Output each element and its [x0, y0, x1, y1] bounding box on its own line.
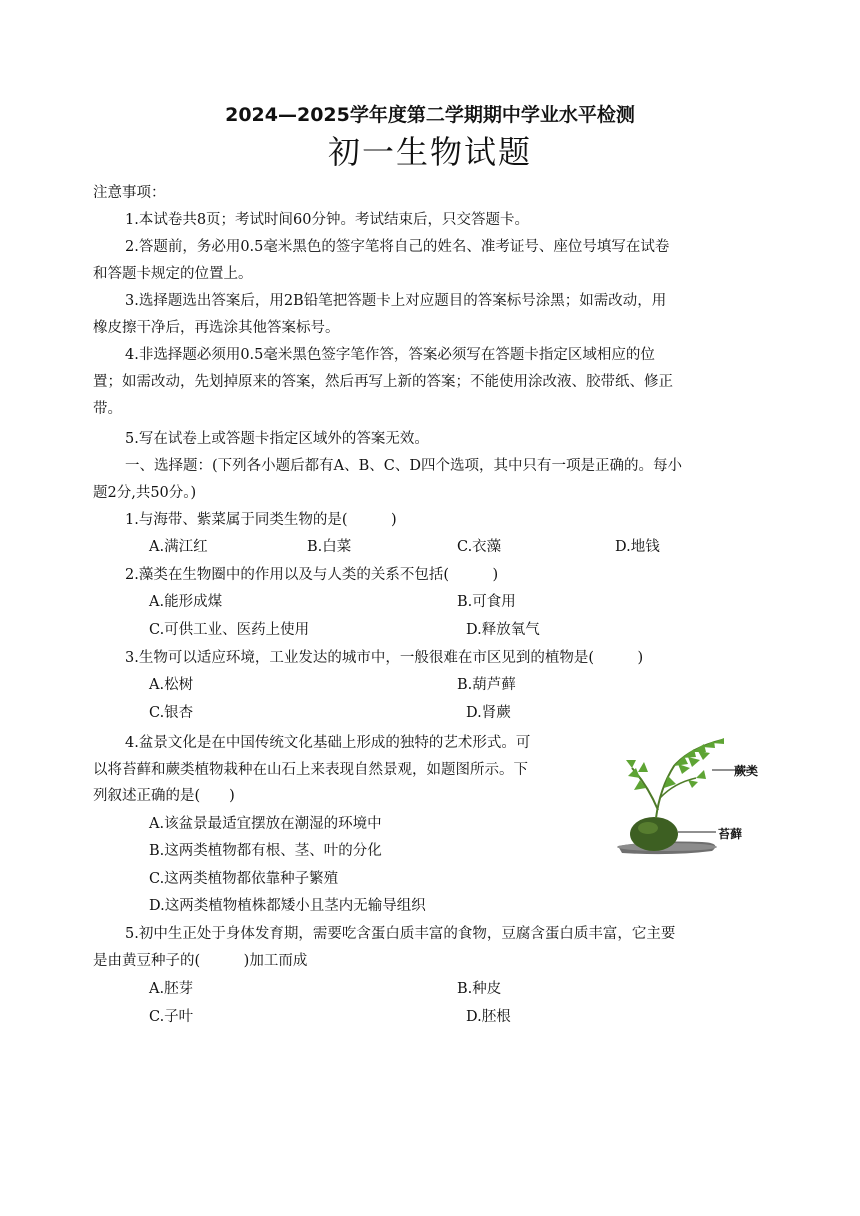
fern-moss-illustration	[612, 728, 768, 860]
question-5-option-d: D.胚根	[466, 1009, 511, 1025]
question-2-option-a: A.能形成煤	[149, 594, 223, 610]
notice-item-1: 1.本试卷共8页；考试时间60分钟。考试结束后，只交答题卡。	[125, 212, 530, 228]
moss-highlight	[638, 822, 658, 834]
fern-stem-main	[656, 740, 722, 818]
section-heading-cont: 题2分,共50分。)	[93, 485, 197, 501]
notice-item-2: 2.答题前，务必用0.5毫米黑色的签字笔将自己的姓名、准考证号、座位号填写在试卷	[125, 239, 670, 255]
question-1-option-a: A.满江红	[149, 539, 208, 555]
question-2-stem: 2.藻类在生物圈中的作用以及与人类的关系不包括( )	[125, 567, 499, 583]
exam-subject-title: 初一生物试题	[327, 133, 532, 171]
question-5-option-c: C.子叶	[149, 1009, 194, 1025]
question-4-option-b: B.这两类植物都有根、茎、叶的分化	[149, 843, 382, 859]
fern-label: 蕨类	[734, 764, 759, 778]
question-2-option-d: D.释放氧气	[466, 622, 540, 638]
question-4-stem-cont2: 列叙述正确的是( )	[93, 788, 235, 804]
notice-item-4-cont2: 带。	[93, 401, 122, 417]
question-3-option-d: D.肾蕨	[466, 705, 511, 721]
notice-item-4-cont: 置；如需改动，先划掉原来的答案，然后再写上新的答案；不能使用涂改液、胶带纸、修正	[93, 374, 673, 390]
question-5-option-a: A.胚芽	[149, 981, 194, 997]
question-1-option-d: D.地钱	[615, 539, 660, 555]
notice-heading: 注意事项：	[93, 185, 166, 201]
question-4-stem-cont: 以将苔藓和蕨类植物栽种在山石上来表现自然景观，如题图所示。下	[93, 762, 528, 778]
question-5-option-b: B.种皮	[457, 981, 502, 997]
bonsai-figure	[612, 728, 768, 860]
notice-item-5: 5.写在试卷上或答题卡指定区域外的答案无效。	[125, 431, 429, 447]
notice-item-2-cont: 和答题卡规定的位置上。	[93, 266, 253, 282]
question-4-option-c: C.这两类植物都依靠种子繁殖	[149, 871, 339, 887]
question-3-option-a: A.松树	[149, 677, 194, 693]
moss-label: 苔藓	[718, 827, 743, 841]
question-1-option-b: B.白菜	[307, 539, 352, 555]
notice-item-4: 4.非选择题必须用0.5毫米黑色签字笔作答，答案必须写在答题卡指定区域相应的位	[125, 347, 655, 363]
question-3-stem: 3.生物可以适应环境，工业发达的城市中，一般很难在市区见到的植物是( )	[125, 650, 644, 666]
question-1-option-c: C.衣藻	[457, 539, 502, 555]
question-4-option-a: A.该盆景最适宜摆放在潮湿的环境中	[149, 816, 382, 832]
question-5-stem-cont: 是由黄豆种子的( )加工而成	[93, 953, 308, 969]
question-1-stem: 1.与海带、紫菜属于同类生物的是( )	[125, 512, 397, 528]
section-heading: 一、选择题：(下列各小题后都有A、B、C、D四个选项，其中只有一项是正确的。每小	[125, 458, 683, 474]
question-4-option-d: D.这两类植物植株都矮小且茎内无输导组织	[149, 898, 426, 914]
notice-item-3-cont: 橡皮擦干净后，再选涂其他答案标号。	[93, 320, 340, 336]
notice-item-3: 3.选择题选出答案后，用2B铅笔把答题卡上对应题目的答案标号涂黑；如需改动，用	[125, 293, 667, 309]
moss-ball	[630, 817, 678, 851]
question-3-option-c: C.银杏	[149, 705, 194, 721]
question-5-stem: 5.初中生正处于身体发育期，需要吃含蛋白质丰富的食物，豆腐含蛋白质丰富，它主要	[125, 926, 676, 942]
exam-title: 2024—2025学年度第二学期期中学业水平检测	[225, 104, 635, 126]
question-2-option-c: C.可供工业、医药上使用	[149, 622, 310, 638]
question-2-option-b: B.可食用	[457, 594, 516, 610]
question-4-stem: 4.盆景文化是在中国传统文化基础上形成的独特的艺术形式。可	[125, 735, 531, 751]
question-3-option-b: B.葫芦藓	[457, 677, 516, 693]
